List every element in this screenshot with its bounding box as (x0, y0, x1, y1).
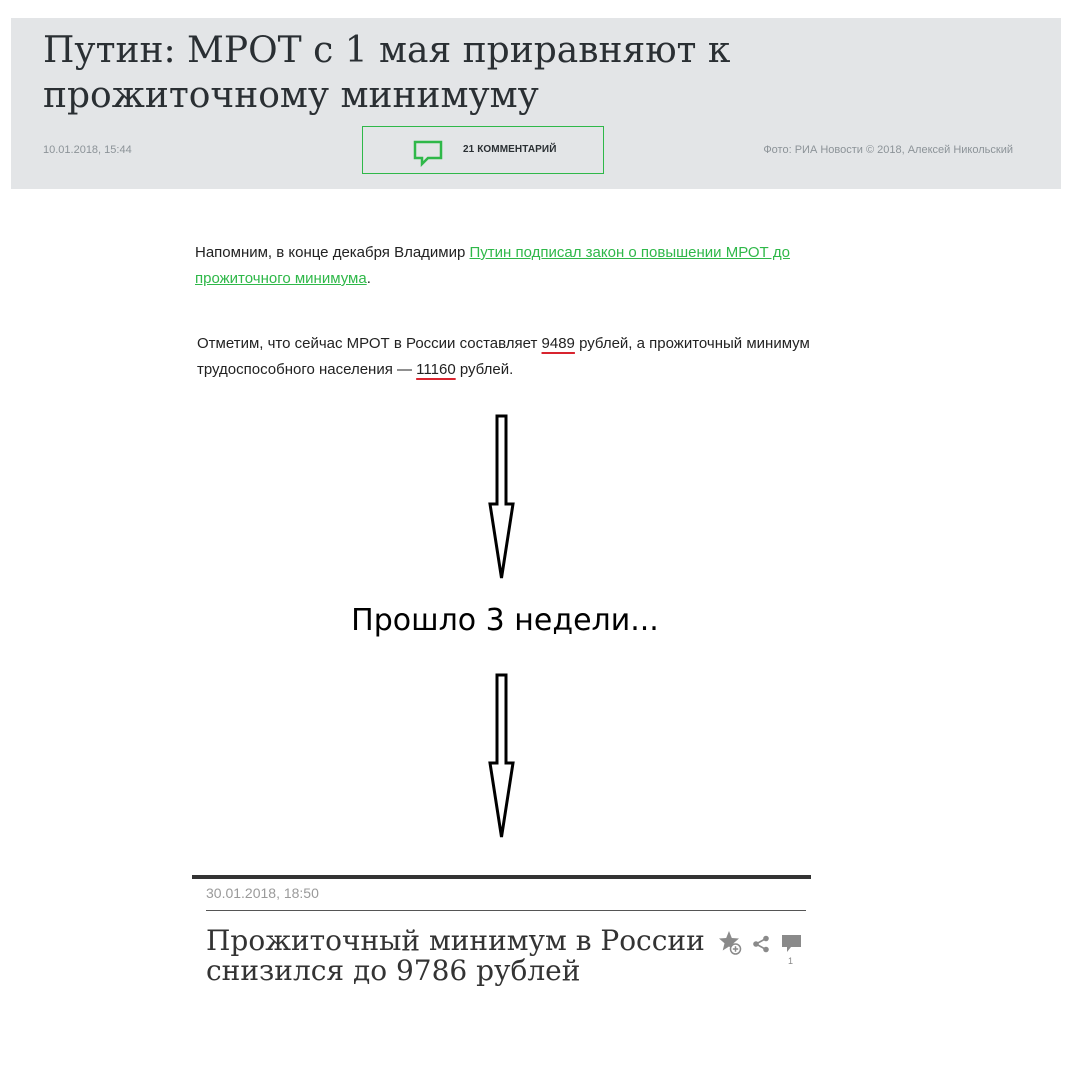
share-icon[interactable] (752, 935, 770, 953)
news-date: 30.01.2018, 18:50 (206, 885, 319, 901)
article-title: Путин: МРОТ с 1 мая приравняют к прожиточному минимуму (43, 30, 731, 116)
comments-button[interactable] (362, 126, 604, 174)
paragraph-figures-text-1: Отметим, что сейчас МРОТ в России составляет (197, 335, 542, 352)
news-comment-count: 1 (788, 956, 794, 966)
down-arrow-icon (488, 673, 516, 841)
paragraph-intro-text: Напомним, в конце декабря Владимир (195, 244, 470, 261)
paragraph-figures-text-2: рублей, а прожиточный минимум трудоспособного населения — (197, 335, 810, 378)
paragraph-intro-end: . (366, 270, 371, 287)
news-divider-thin (206, 910, 806, 911)
favorite-star-icon[interactable] (718, 930, 744, 956)
law-link[interactable]: Путин подписал закон о повышении МРОТ до прожиточного минимума (195, 244, 790, 287)
living-wage-value: 11160 (416, 361, 456, 378)
comment-icon (412, 139, 444, 167)
down-arrow-icon (488, 414, 516, 582)
article-header (11, 18, 1061, 189)
paragraph-figures (197, 331, 817, 383)
article-date: 10.01.2018, 15:44 (43, 144, 132, 156)
photo-credit: Фото: РИА Новости © 2018, Алексей Никольский (763, 144, 1013, 156)
news-divider-thick (192, 875, 811, 879)
time-passed-caption: Прошло 3 недели... (351, 603, 659, 638)
mrot-value: 9489 (541, 335, 575, 352)
news-title[interactable]: Прожиточный минимум в России снизился до 9786 рублей (206, 924, 705, 987)
paragraph-intro (195, 240, 835, 292)
comment-bubble-icon[interactable] (781, 934, 802, 954)
comments-count-label: 21 КОММЕНТАРИЙ (463, 144, 557, 155)
paragraph-figures-text-3: рублей. (455, 361, 514, 378)
